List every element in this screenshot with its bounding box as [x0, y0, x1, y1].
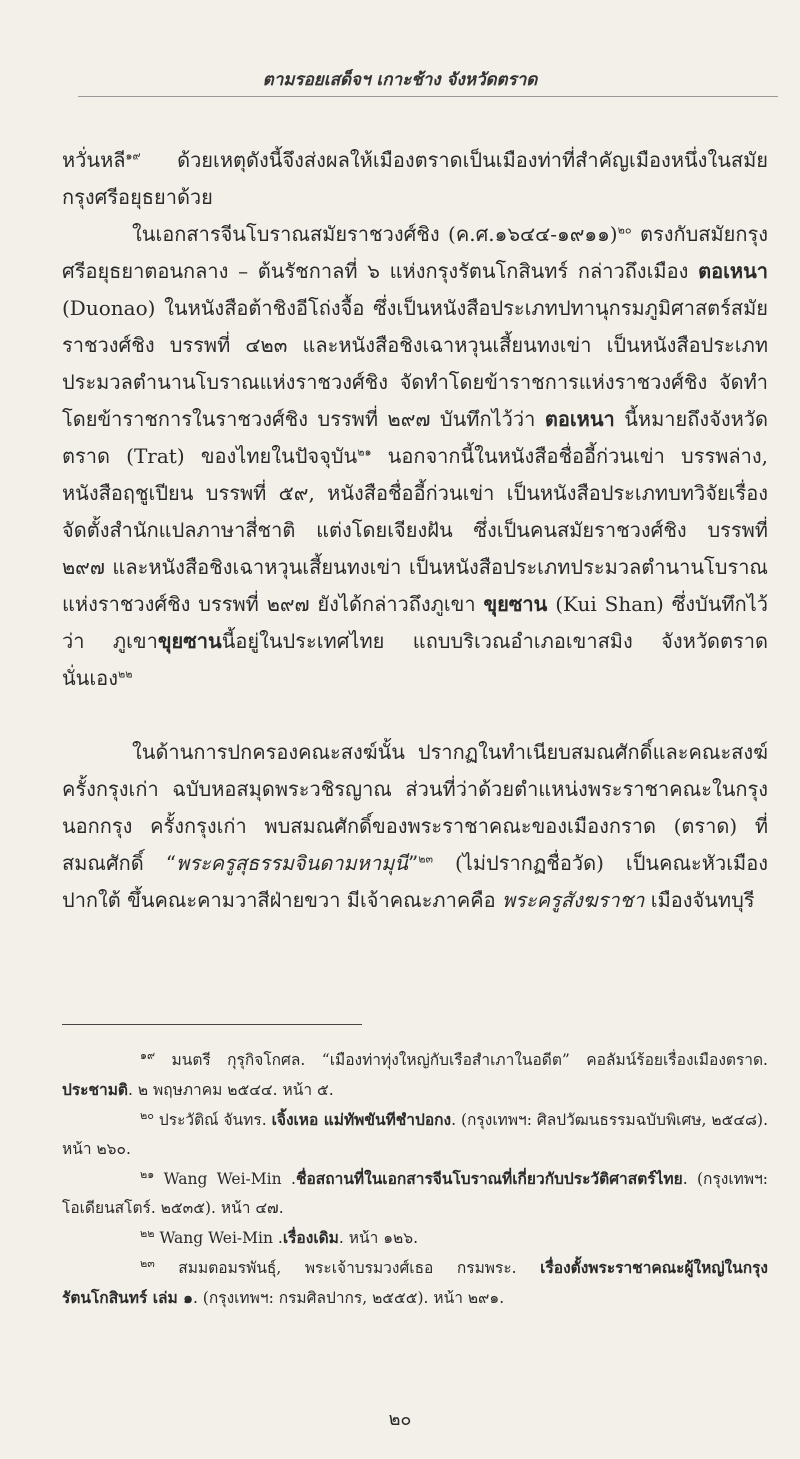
footnote-ref: ๒๐ — [617, 223, 632, 237]
header-rule — [78, 96, 778, 97]
footnote — [62, 1105, 768, 1164]
bold-term: ตอเหนา — [698, 259, 768, 283]
paragraph-3 — [62, 734, 768, 919]
text-span: หวั่นหลี — [62, 148, 126, 172]
bold-term: ประชามติ — [62, 1080, 128, 1099]
text-span: เมืองจันทบุรี — [644, 888, 755, 912]
page-number: ๒๐ — [388, 1409, 412, 1430]
footnote-number: ๒๐ — [140, 1108, 154, 1122]
text-span: ประวัติณ์ จันทร. — [153, 1111, 272, 1129]
bold-term: เรื่องตั้งพระราชาคณะผู้ใหญ่ในกรุงรัตนโกสินทร์ เล่ม ๑ — [62, 1258, 768, 1307]
text-span: . ๒ พฤษภาคม ๒๕๔๔. หน้า ๕. — [128, 1081, 334, 1099]
footnotes — [62, 1046, 768, 1313]
text-span: Wang Wei-Min . — [154, 1229, 283, 1247]
footnote-ref: ๒๓ — [418, 852, 433, 866]
text-span: Wang Wei-Min . — [154, 1170, 296, 1188]
footnote-number: ๒๑ — [140, 1167, 155, 1181]
bold-term: ขุยซาน — [483, 592, 548, 616]
text-span: ด้วยเหตุดังนี้จึงส่งผลให้เมืองตราดเป็นเมืองท่าที่สำคัญเมืองหนึ่งในสมัยกรุงศรีอยุธยาด้วย — [62, 148, 768, 209]
footnote — [62, 1223, 768, 1253]
footnote — [62, 1164, 768, 1223]
text-span: . (กรุงเทพฯ: โอเดียนสโตร์. ๒๕๓๕). หน้า ๔๗. — [62, 1170, 768, 1217]
footnote-ref: ๒๑ — [357, 445, 372, 459]
text-span: ” — [407, 851, 419, 875]
text-span: นอกจากนี้ในหนังสือชื่ออี้ก่วนเข่า บรรพล่าง, หนังสือฤชูเปียน บรรพที่ ๕๙, หนังสือชื่ออี้ก่วนเข่า เป็นหนังสือประเภทบทวิจัยเรื่องจัดตั้งสำนักแปลภาษาสี่ชาติ แต่งโดยเจียงฝัน ซึ่งเป็นคนสมัยราชวงศ์ชิง บรรพที่ ๒๙๗ และหนังสือชิงเฉาหวุนเสี้ยนทงเข่า เป็นหนังสือประเภทประมวลตำนานโบราณแห่งราชวงศ์ชิง บรรพที่ ๒๙๗ ยังได้กล่าวถึงภูเขา — [62, 444, 768, 616]
bold-term: ชื่อสถานที่ในเอกสารจีนโบราณที่เกี่ยวกับประวัติศาสตร์ไทย — [295, 1169, 683, 1188]
text-span: นี้อยู่ในประเทศไทย แถบบริเวณอำเภอเขาสมิง จังหวัดตราด นั่นเอง — [62, 629, 768, 690]
bold-term: ขุยซาน — [157, 629, 222, 653]
bold-term: เรื่องเดิม — [282, 1228, 339, 1247]
footnote — [62, 1253, 768, 1313]
text-span: สมมตอมรพันธุ์, พระเจ้าบรมวงศ์เธอ กรมพระ. — [154, 1259, 541, 1277]
paragraph-2 — [62, 216, 768, 697]
text-span: . (กรุงเทพฯ: ศิลปวัฒนธรรมฉบับพิเศษ, ๒๕๔๘). หน้า ๒๖๐. — [62, 1111, 768, 1158]
text-span: . หน้า ๑๒๖. — [338, 1229, 419, 1247]
text-span: ในด้านการปกครองคณะสงฆ์นั้น ปรากฏในทำเนียบสมณศักดิ์และคณะสงฆ์ครั้งกรุงเก่า ฉบับหอสมุดพระวชิรญาณ ส่วนที่ว่าด้วยตำแหน่งพระราชาคณะในกรุงนอกกรุง ครั้งกรุงเก่า พบสมณศักดิ์ของพระราชาคณะของเมืองกราด (ตราด) ที่สมณศักดิ์ “ — [62, 740, 768, 875]
running-header: ตามรอยเสด็จฯ เกาะช้าง จังหวัดตราด — [262, 70, 538, 90]
footnote-number: ๒๓ — [140, 1256, 155, 1270]
footnote-number: ๑๙ — [140, 1048, 156, 1062]
text-span: มนตรี กุรุกิจโกศล. “เมืองท่าทุ่งใหญ่กับเรือสำเภาในอดีต” คอลัมน์ร้อยเรื่องเมืองตราด. — [155, 1051, 768, 1069]
text-span: . (กรุงเทพฯ: กรมศิลปากร, ๒๕๕๕). หน้า ๒๙๑. — [192, 1289, 505, 1307]
bold-term: ตอเหนา — [544, 407, 615, 431]
paragraph-1 — [62, 142, 768, 216]
text-span: ในเอกสารจีนโบราณสมัยราชวงศ์ชิง (ค.ศ.๑๖๔๔-๑๙๑๑) — [132, 222, 618, 246]
text-span: นี้หมายถึงจังหวัดตราด (Trat) ของไทยในปัจจุบัน — [62, 407, 768, 468]
footnote-ref: ๑๙ — [125, 149, 141, 163]
main-text — [62, 142, 768, 919]
text-span: (Kui Shan) ซึ่งบันทึกไว้ว่า ภูเขา — [62, 592, 769, 653]
footnote-number: ๒๒ — [140, 1226, 155, 1240]
footnote — [62, 1046, 768, 1105]
footnote-ref: ๒๒ — [117, 667, 133, 681]
text-span: (ไม่ปรากฏชื่อวัด) เป็นคณะหัวเมืองปากใต้ ขึ้นคณะคามวาสีฝ่ายขวา มีเจ้าคณะภาคคือ — [62, 851, 768, 912]
text-span: (Duonao) ในหนังสือต้าชิงอีโถ่งจื้อ ซึ่งเป็นหนังสือประเภทปทานุกรมภูมิศาสตร์สมัยราชวงศ์ชิง บรรพที่ ๔๒๓ และหนังสือชิงเฉาหวุนเสี้ยนทงเข่า เป็นหนังสือประเภทประมวลตำนานโบราณแห่งราชวงศ์ชิง จัดทำโดยข้าราชการแห่งราชวงศ์ชิง จัดทำโดยข้าราชการในราชวงศ์ชิง บรรพที่ ๒๙๗ บันทึกไว้ว่า — [62, 296, 768, 431]
text-span: ตรงกับสมัยกรุงศรีอยุธยาตอนกลาง – ต้นรัชกาลที่ ๖ แห่งกรุงรัตนโกสินทร์ กล่าวถึงเมือง — [62, 222, 769, 283]
italic-term: พระครูสังฆราชา — [501, 888, 645, 912]
bold-term: เจิ้งเหอ แม่ทัพขันทีชำปอกง — [271, 1110, 452, 1129]
italic-term: พระครูสุธรรมจินดามหามุนี — [176, 851, 408, 875]
footnote-separator — [62, 1024, 362, 1025]
